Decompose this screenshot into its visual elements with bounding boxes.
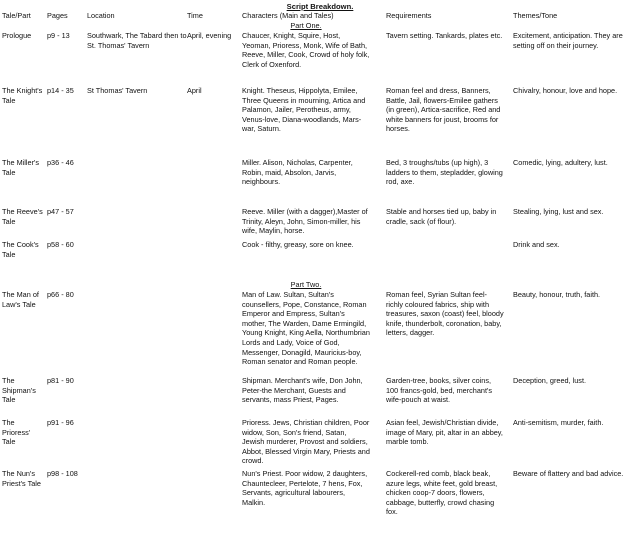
characters: Man of Law. Sultan, Sultan's counsellers, Pope, Constance, Roman Emperor and Empress, Sultan's mother, The Warden, Dame Ermingild, Young Knight, King Aella, Northumbrian Lords and Lady, Voice of God, Messenger, Donagild, Mauricius-boy, Roman senator and Roman people. bbox=[242, 290, 370, 367]
themes: Beauty, honour, truth, faith. bbox=[513, 290, 601, 299]
requirements: Bed, 3 troughs/tubs (up high), 3 ladders to them, stepladder, glowing rod, axe. bbox=[386, 158, 503, 187]
pages: p36 - 46 bbox=[47, 158, 74, 167]
header-characters: Characters (Main and Tales) bbox=[242, 11, 334, 20]
requirements: Cockerell-red comb, black beak, azure legs, white feet, gold breast, chicken coop-7 doors, flowers, cabbage, butterfly, crowd chasing fox. bbox=[386, 469, 498, 517]
pages: p9 - 13 bbox=[47, 31, 70, 40]
tale-name: The Reeve's Tale bbox=[2, 207, 43, 226]
themes: Drink and sex. bbox=[513, 240, 560, 249]
tale-name: The Man of Law's Tale bbox=[2, 290, 39, 309]
pages: p58 - 60 bbox=[47, 240, 74, 249]
themes: Stealing, lying, lust and sex. bbox=[513, 207, 604, 216]
characters: Prioress. Jews, Christian children, Poor widow, Son, Son's friend, Satan, Jewish murderer, Provost and soldiers, Abbot, Blessed Virgin Mary, Priests and crowd. bbox=[242, 418, 370, 466]
characters: Miller. Alison, Nicholas, Carpenter, Robin, maid, Absolon, Jarvis, neighbours. bbox=[242, 158, 353, 187]
location: Southwark, The Tabard then to St. Thomas' Tavern bbox=[87, 31, 187, 50]
themes: Comedic, lying, adultery, lust. bbox=[513, 158, 608, 167]
characters: Knight. Theseus, Hippolyta, Emilee, Three Queens in mourning, Artica and Palamon, Jailer, Perotheus, army, Venus-love, Diana-woodlands, Mars-war, Saturn. bbox=[242, 86, 366, 134]
characters: Cook - filthy, greasy, sore on knee. bbox=[242, 240, 354, 249]
tale-name: The Prioress' Tale bbox=[2, 418, 31, 447]
part-one-heading: Part One. bbox=[290, 21, 322, 30]
requirements: Stable and horses tied up, baby in cradle, sack (of flour). bbox=[386, 207, 497, 226]
header-location: Location bbox=[87, 11, 115, 20]
requirements: Roman feel, Syrian Sultan feel-richly coloured fabrics, ship with treasures, saxon (coast) feel, bloody knife, thunderbolt, coronation, baby, letters, dagger. bbox=[386, 290, 504, 338]
tale-name: The Shipman's Tale bbox=[2, 376, 36, 405]
table-header bbox=[0, 11, 640, 21]
tale-name: Prologue bbox=[2, 31, 32, 40]
characters: Nun's Priest. Poor widow, 2 daughters, Chauntecleer, Pertelote, 7 hens, Fox, Servants, agricultural labourers, Malkin. bbox=[242, 469, 368, 507]
requirements: Asian feel, Jewish/Christian divide, image of Mary, pit, altar in an abbey, marble tomb. bbox=[386, 418, 503, 447]
tale-name: The Nun's Priest's Tale bbox=[2, 469, 41, 488]
tale-name: The Cook's Tale bbox=[2, 240, 39, 259]
header-requirements: Requirements bbox=[386, 11, 432, 20]
pages: p66 - 80 bbox=[47, 290, 74, 299]
requirements: Tavern setting. Tankards, plates etc. bbox=[386, 31, 503, 40]
time: April bbox=[187, 86, 202, 95]
pages: p91 - 96 bbox=[47, 418, 74, 427]
page-title: Script Breakdown. bbox=[286, 2, 354, 11]
tale-name: The Miller's Tale bbox=[2, 158, 40, 177]
themes: Excitement, anticipation. They are setting off on their journey. bbox=[513, 31, 623, 50]
part-two-heading: Part Two. bbox=[290, 280, 322, 289]
themes: Deception, greed, lust. bbox=[513, 376, 587, 385]
pages: p98 - 108 bbox=[47, 469, 78, 478]
header-time: Time bbox=[187, 11, 203, 20]
characters: Reeve. Miller (with a dagger),Master of Trinity, Aleyn, John, Simon-miller, his wife, Maylin, horse. bbox=[242, 207, 368, 236]
requirements: Roman feel and dress, Banners, Battle, Jail, flowers-Emilee gathers (in green), Artica-sacrifice, Red and white banners for joust, brooms for horses. bbox=[386, 86, 501, 134]
themes: Chivalry, honour, love and hope. bbox=[513, 86, 618, 95]
pages: p14 - 35 bbox=[47, 86, 74, 95]
tale-name: The Knight's Tale bbox=[2, 86, 43, 105]
header-tale-part: Tale/Part bbox=[2, 11, 31, 20]
location: St Thomas' Tavern bbox=[87, 86, 148, 95]
pages: p81 - 90 bbox=[47, 376, 74, 385]
themes: Anti-semitism, murder, faith. bbox=[513, 418, 604, 427]
pages: p47 - 57 bbox=[47, 207, 74, 216]
themes: Beware of flattery and bad advice. bbox=[513, 469, 624, 478]
characters: Chaucer, Knight, Squire, Host, Yeoman, Prioress, Monk, Wife of Bath, Reeve, Miller, Cook, Crowd of holy folk, Clerk of Oxenford. bbox=[242, 31, 370, 69]
header-themes: Themes/Tone bbox=[513, 11, 558, 20]
time: April, evening bbox=[187, 31, 232, 40]
characters: Shipman. Merchant's wife, Don John, Peter-the Merchant, Guests and servants, mass Priest, Pages. bbox=[242, 376, 363, 405]
header-pages: Pages bbox=[47, 11, 68, 20]
requirements: Garden-tree, books, silver coins, 100 francs-gold, bed, merchant's wife-pouch at waist. bbox=[386, 376, 493, 405]
